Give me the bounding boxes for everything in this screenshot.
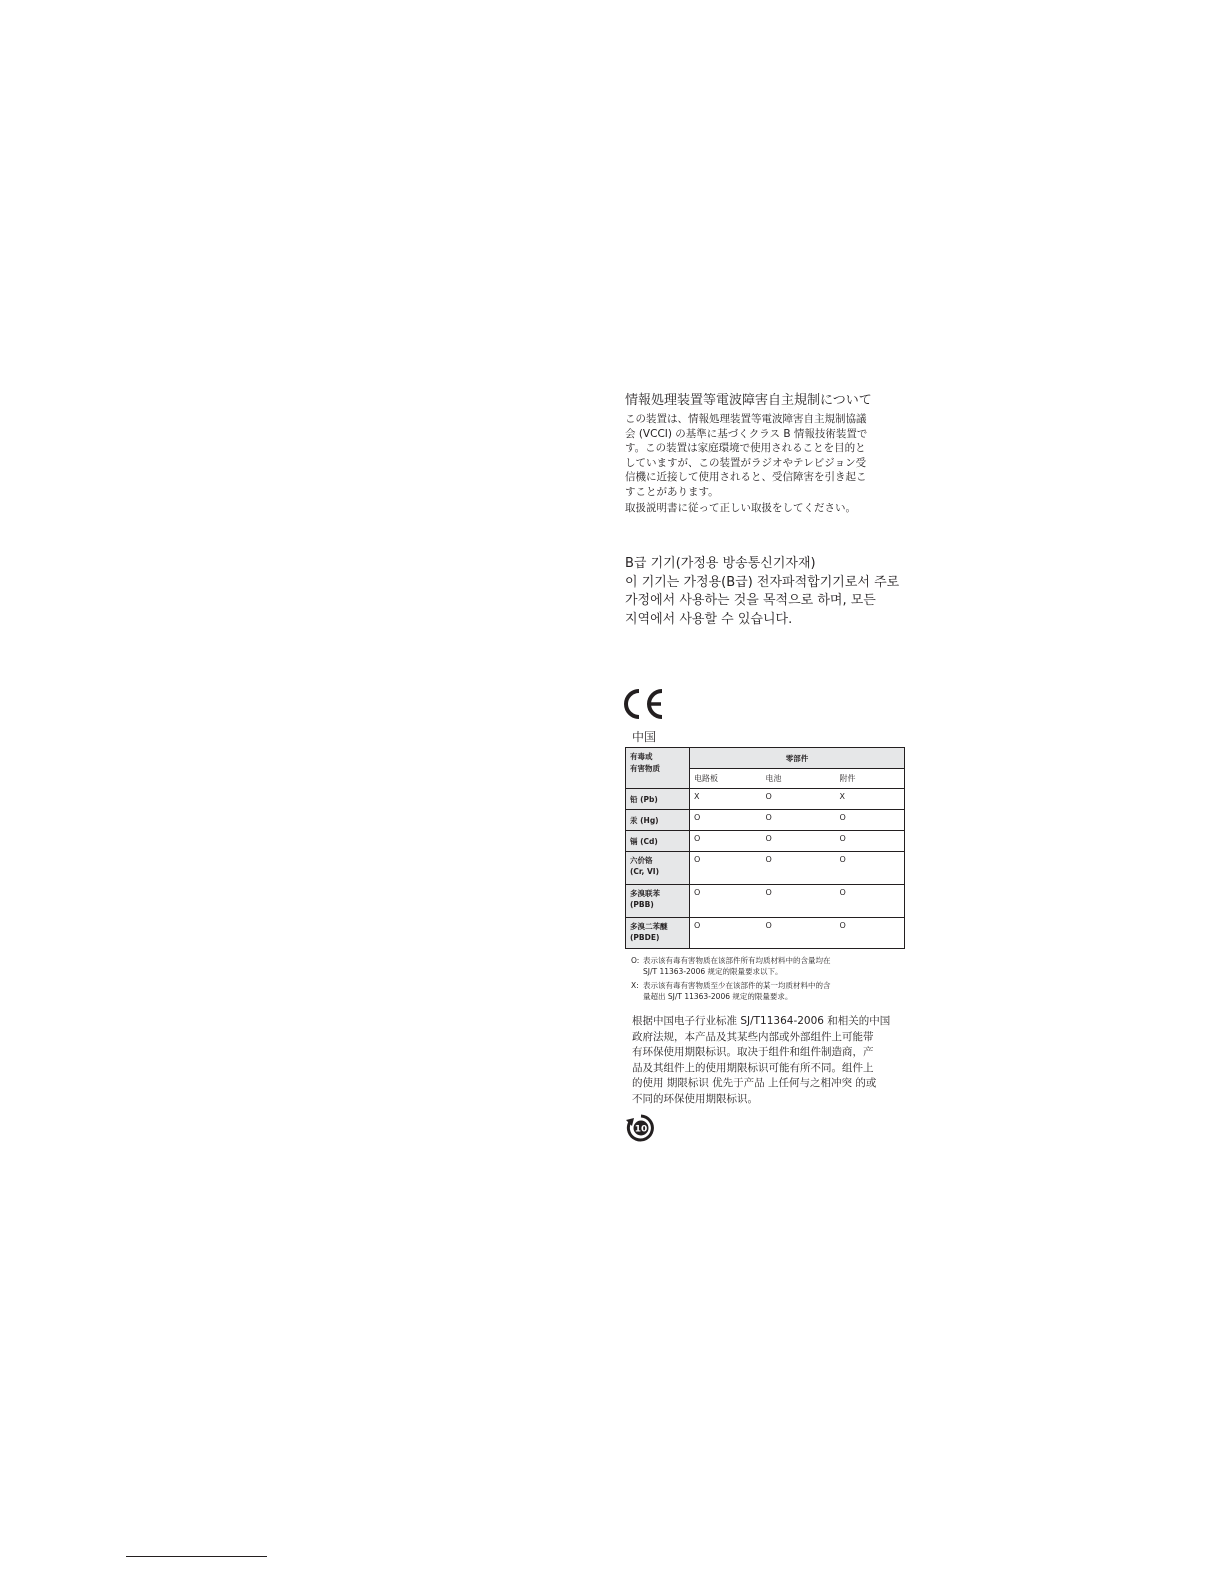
paragraph-line: 有环保使用期限标识。取决于组件和组件制造商，产 bbox=[632, 1046, 874, 1059]
legend-text bbox=[643, 980, 831, 1002]
vcci-body-line: 会 (VCCI) の基準に基づくクラス B 情報技術装置で bbox=[625, 427, 868, 440]
column-header: 电路板 bbox=[690, 769, 762, 789]
legend-key: X: bbox=[631, 981, 639, 990]
korea-line: 가정에서 사용하는 것을 목적으로 하며, 모든 bbox=[625, 593, 876, 608]
substance-label: 镉 (Cd) bbox=[626, 831, 690, 852]
table-row bbox=[626, 831, 905, 852]
legend-line: SJ/T 11363-2006 规定的限量要求以下。 bbox=[643, 967, 783, 976]
table-cell: O bbox=[836, 918, 905, 949]
table-cell: O bbox=[690, 885, 762, 918]
corner-line: 有害物质 bbox=[630, 764, 660, 773]
paragraph-line: 根据中国电子行业标准 SJ/T11364-2006 和相关的中国 bbox=[632, 1015, 891, 1027]
table-cell: O bbox=[690, 810, 762, 831]
table-cell: O bbox=[690, 852, 762, 885]
vcci-body-line: この装置は、情報処理装置等電波障害自主規制協議 bbox=[625, 413, 867, 425]
substance-label bbox=[626, 852, 690, 885]
substance-label-line: 六价铬 bbox=[630, 856, 653, 865]
table-cell: O bbox=[762, 831, 836, 852]
table-cell: X bbox=[836, 789, 905, 810]
substance-label-line: (PBDE) bbox=[630, 933, 660, 942]
legend-item bbox=[631, 955, 906, 977]
legend-item bbox=[631, 980, 906, 1002]
vcci-title: 情報処理装置等電波障害自主規制について bbox=[625, 393, 872, 408]
table-cell: O bbox=[690, 918, 762, 949]
components-group-header: 零部件 bbox=[690, 748, 905, 769]
table-cell: O bbox=[690, 831, 762, 852]
korea-class-b-statement bbox=[625, 555, 899, 629]
vcci-note: 取扱説明書に従って正しい取扱をしてください。 bbox=[625, 502, 856, 514]
substance-label bbox=[626, 918, 690, 949]
paragraph-line: 品及其组件上的使用期限标识可能有所不同。组件上 bbox=[632, 1061, 874, 1074]
substance-label: 铅 (Pb) bbox=[626, 789, 690, 810]
vcci-body-line: す。この装置は家庭環境で使用されることを目的と bbox=[625, 442, 866, 455]
vcci-body-line: すことがあります。 bbox=[625, 485, 719, 498]
substance-label-line: (Cr, VI) bbox=[630, 867, 660, 876]
environment-friendly-use-period-icon bbox=[625, 1113, 657, 1143]
table-legend bbox=[631, 955, 906, 1005]
china-efup-paragraph bbox=[632, 1014, 890, 1108]
vcci-body-line: 信機に近接して使用されると、受信障害を引き起こ bbox=[625, 471, 867, 484]
efup-number: 10 bbox=[634, 1124, 648, 1135]
table-cell: O bbox=[762, 852, 836, 885]
table-cell: O bbox=[836, 885, 905, 918]
vcci-body bbox=[625, 412, 905, 500]
substance-label-line: (PBB) bbox=[630, 900, 654, 909]
substance-label bbox=[626, 885, 690, 918]
legend-text bbox=[643, 955, 831, 977]
table-cell: O bbox=[836, 852, 905, 885]
corner-line: 有毒或 bbox=[630, 752, 653, 761]
paragraph-line: 政府法规，本产品及其某些内部或外部组件上可能带 bbox=[632, 1030, 874, 1043]
table-row bbox=[626, 918, 905, 949]
table-cell: O bbox=[836, 831, 905, 852]
table-cell: O bbox=[762, 885, 836, 918]
korea-line: 지역에서 사용할 수 있습니다. bbox=[625, 611, 793, 627]
paragraph-line: 的使用 期限标识 优先于产品 上任何与之相冲突 的或 bbox=[632, 1077, 877, 1090]
substance-label: 汞 (Hg) bbox=[626, 810, 690, 831]
footnote-rule bbox=[126, 1556, 267, 1557]
substance-label-line: 多溴联苯 bbox=[630, 889, 660, 898]
column-header: 电池 bbox=[762, 769, 836, 789]
table-row bbox=[626, 885, 905, 918]
legend-key: O: bbox=[631, 956, 640, 965]
table-cell: O bbox=[762, 918, 836, 949]
table-cell: X bbox=[690, 789, 762, 810]
vcci-body-line: していますが、この装置がラジオやテレビジョン受 bbox=[625, 456, 867, 469]
substance-label-line: 多溴二苯醚 bbox=[630, 922, 668, 931]
legend-line: 量超出 SJ/T 11363-2006 规定的限量要求。 bbox=[643, 992, 793, 1001]
legend-line: 表示该有毒有害物质在该部件所有均质材料中的含量均在 bbox=[643, 956, 831, 965]
china-heading: 中国 bbox=[632, 730, 657, 744]
korea-line: B급 기기(가정용 방송통신기자재) bbox=[625, 556, 816, 571]
table-row bbox=[626, 852, 905, 885]
table-cell: O bbox=[762, 789, 836, 810]
paragraph-line: 不同的环保使用期限标识。 bbox=[632, 1092, 758, 1105]
korea-line: 이 기기는 가정용(B급) 전자파적합기기로서 주로 bbox=[625, 574, 900, 590]
column-header: 附件 bbox=[836, 769, 905, 789]
table-row bbox=[626, 789, 905, 810]
table-cell: O bbox=[836, 810, 905, 831]
table-row bbox=[626, 810, 905, 831]
table-corner-header bbox=[626, 748, 690, 789]
table-cell: O bbox=[762, 810, 836, 831]
hazardous-substances-table bbox=[625, 747, 905, 949]
legend-line: 表示该有毒有害物质至少在该部件的某一均质材料中的含 bbox=[643, 981, 831, 990]
ce-mark-icon bbox=[624, 688, 666, 720]
